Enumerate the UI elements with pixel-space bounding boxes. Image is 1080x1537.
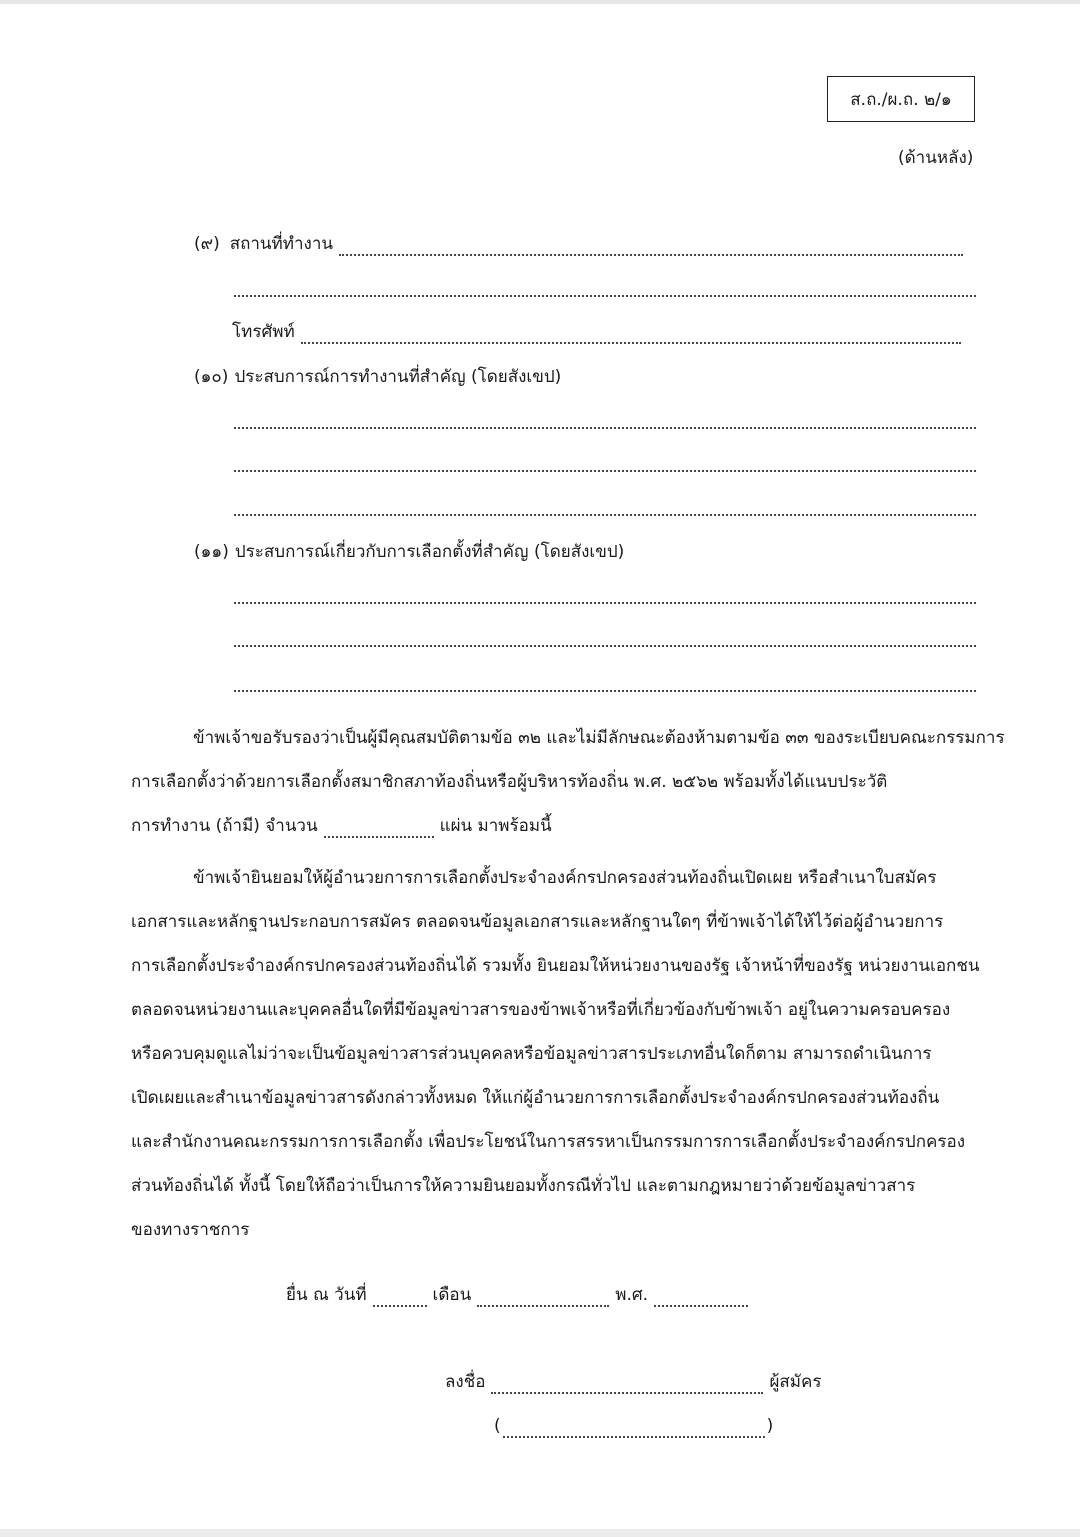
consent-line-8: ส่วนท้องถิ่นได้ ทั้งนี้ โดยให้ถือว่าเป็นการให้ความยินยอมทั้งกรณีทั่วไป และตามกฎหมายว่าด้วยข้อมูลข่าวสาร xyxy=(131,1176,916,1196)
consent-line-4: ตลอดจนหน่วยงานและบุคคลอื่นใดที่มีข้อมูลข่าวสารของข้าพเจ้าหรือที่เกี่ยวข้องกับข้าพเจ้า อยู่ในความครอบครอง xyxy=(131,1000,951,1020)
section-9-number: (๙) xyxy=(194,234,220,254)
signature-row xyxy=(445,1370,822,1394)
top-edge xyxy=(0,0,1080,4)
sign-label: ลงชื่อ xyxy=(445,1372,486,1392)
role-label: ผู้สมัคร xyxy=(769,1372,822,1392)
pages-count-field[interactable] xyxy=(324,819,434,838)
close-paren: ) xyxy=(766,1416,774,1436)
certification-line-3 xyxy=(131,814,552,838)
section-11-number: (๑๑) xyxy=(194,542,229,562)
month-label: เดือน xyxy=(432,1285,472,1305)
section-9-workplace xyxy=(194,232,969,256)
submission-date-row xyxy=(286,1283,754,1307)
certification-line-1: ข้าพเจ้าขอรับรองว่าเป็นผู้มีคุณสมบัติตามข้อ ๓๒ และไม่มีลักษณะต้องห้ามตามข้อ ๓๓ ของระเบียบคณะกรรมการ xyxy=(193,728,1005,748)
election-experience-line-2[interactable] xyxy=(234,643,976,647)
consent-line-1: ข้าพเจ้ายินยอมให้ผู้อำนวยการการเลือกตั้งประจำองค์กรปกครองส่วนท้องถิ่นเปิดเผย หรือสำเนาใบสมัคร xyxy=(193,868,937,888)
experience-field-line-2[interactable] xyxy=(234,468,976,472)
form-code: ส.ถ./ผ.ถ. ๒/๑ xyxy=(850,89,952,110)
experience-field-line-1[interactable] xyxy=(234,425,976,429)
phone-field[interactable] xyxy=(301,325,961,344)
consent-line-9: ของทางราชการ xyxy=(131,1220,250,1240)
bottom-edge xyxy=(0,1529,1080,1537)
day-field[interactable] xyxy=(373,1288,427,1307)
phone-label: โทรศัพท์ xyxy=(232,322,295,342)
section-9-label: สถานที่ทำงาน xyxy=(229,234,333,254)
workplace-field[interactable] xyxy=(339,237,963,256)
section-10-number: (๑๐) xyxy=(194,367,229,387)
consent-line-5: หรือควบคุมดูแลไม่ว่าจะเป็นข้อมูลข่าวสารส่วนบุคคลหรือข้อมูลข่าวสารประเภทอื่นใดก็ตาม สามารถดำเนินการ xyxy=(131,1044,932,1064)
election-experience-line-1[interactable] xyxy=(234,600,976,604)
consent-line-3: การเลือกตั้งประจำองค์กรปกครองส่วนท้องถิ่นได้ รวมทั้ง ยินยอมให้หน่วยงานของรัฐ เจ้าหน้าที่ของรัฐ หน่วยงานเอกชน xyxy=(131,956,980,976)
consent-line-2: เอกสารและหลักฐานประกอบการสมัคร ตลอดจนข้อมูลเอกสารและหลักฐานใดๆ ที่ข้าพเจ้าได้ให้ไว้ต่อผู้อำนวยการ xyxy=(131,912,944,932)
section-10-label: ประสบการณ์การทำงานที่สำคัญ (โดยสังเขป) xyxy=(234,367,562,387)
date-label: ยื่น ณ วันที่ xyxy=(286,1285,367,1305)
consent-line-7: และสำนักงานคณะกรรมการการเลือกตั้ง เพื่อประโยชน์ในการสรรหาเป็นกรรมการการเลือกตั้งประจำองค์กรปกครอง xyxy=(131,1132,966,1152)
year-label: พ.ศ. xyxy=(615,1285,649,1305)
section-11-heading xyxy=(194,540,624,564)
election-experience-line-3[interactable] xyxy=(234,688,976,692)
form-code-box xyxy=(827,76,975,122)
signature-field[interactable] xyxy=(491,1375,763,1394)
month-field[interactable] xyxy=(477,1288,609,1307)
side-label: (ด้านหลัง) xyxy=(898,148,974,168)
open-paren: ( xyxy=(494,1416,501,1436)
printed-name-row xyxy=(494,1414,773,1438)
printed-name-field[interactable] xyxy=(503,1419,765,1438)
section-10-heading xyxy=(194,365,561,389)
consent-line-6: เปิดเผยและสำเนาข้อมูลข่าวสารดังกล่าวทั้งหมด ให้แก่ผู้อำนวยการการเลือกตั้งประจำองค์กรปกครองส่วนท้องถิ่น xyxy=(131,1088,940,1108)
certification-pages-label: การทำงาน (ถ้ามี) จำนวน xyxy=(131,816,318,836)
experience-field-line-3[interactable] xyxy=(234,512,976,516)
certification-pages-suffix: แผ่น มาพร้อมนี้ xyxy=(439,816,552,836)
year-field[interactable] xyxy=(654,1288,748,1307)
phone-row xyxy=(232,320,967,344)
workplace-field-line-2[interactable] xyxy=(234,293,976,297)
section-11-label: ประสบการณ์เกี่ยวกับการเลือกตั้งที่สำคัญ (โดยสังเขป) xyxy=(234,542,625,562)
certification-line-2: การเลือกตั้งว่าด้วยการเลือกตั้งสมาชิกสภาท้องถิ่นหรือผู้บริหารท้องถิ่น พ.ศ. ๒๕๖๒ พร้อมทั้งได้แนบประวัติ xyxy=(131,772,888,792)
